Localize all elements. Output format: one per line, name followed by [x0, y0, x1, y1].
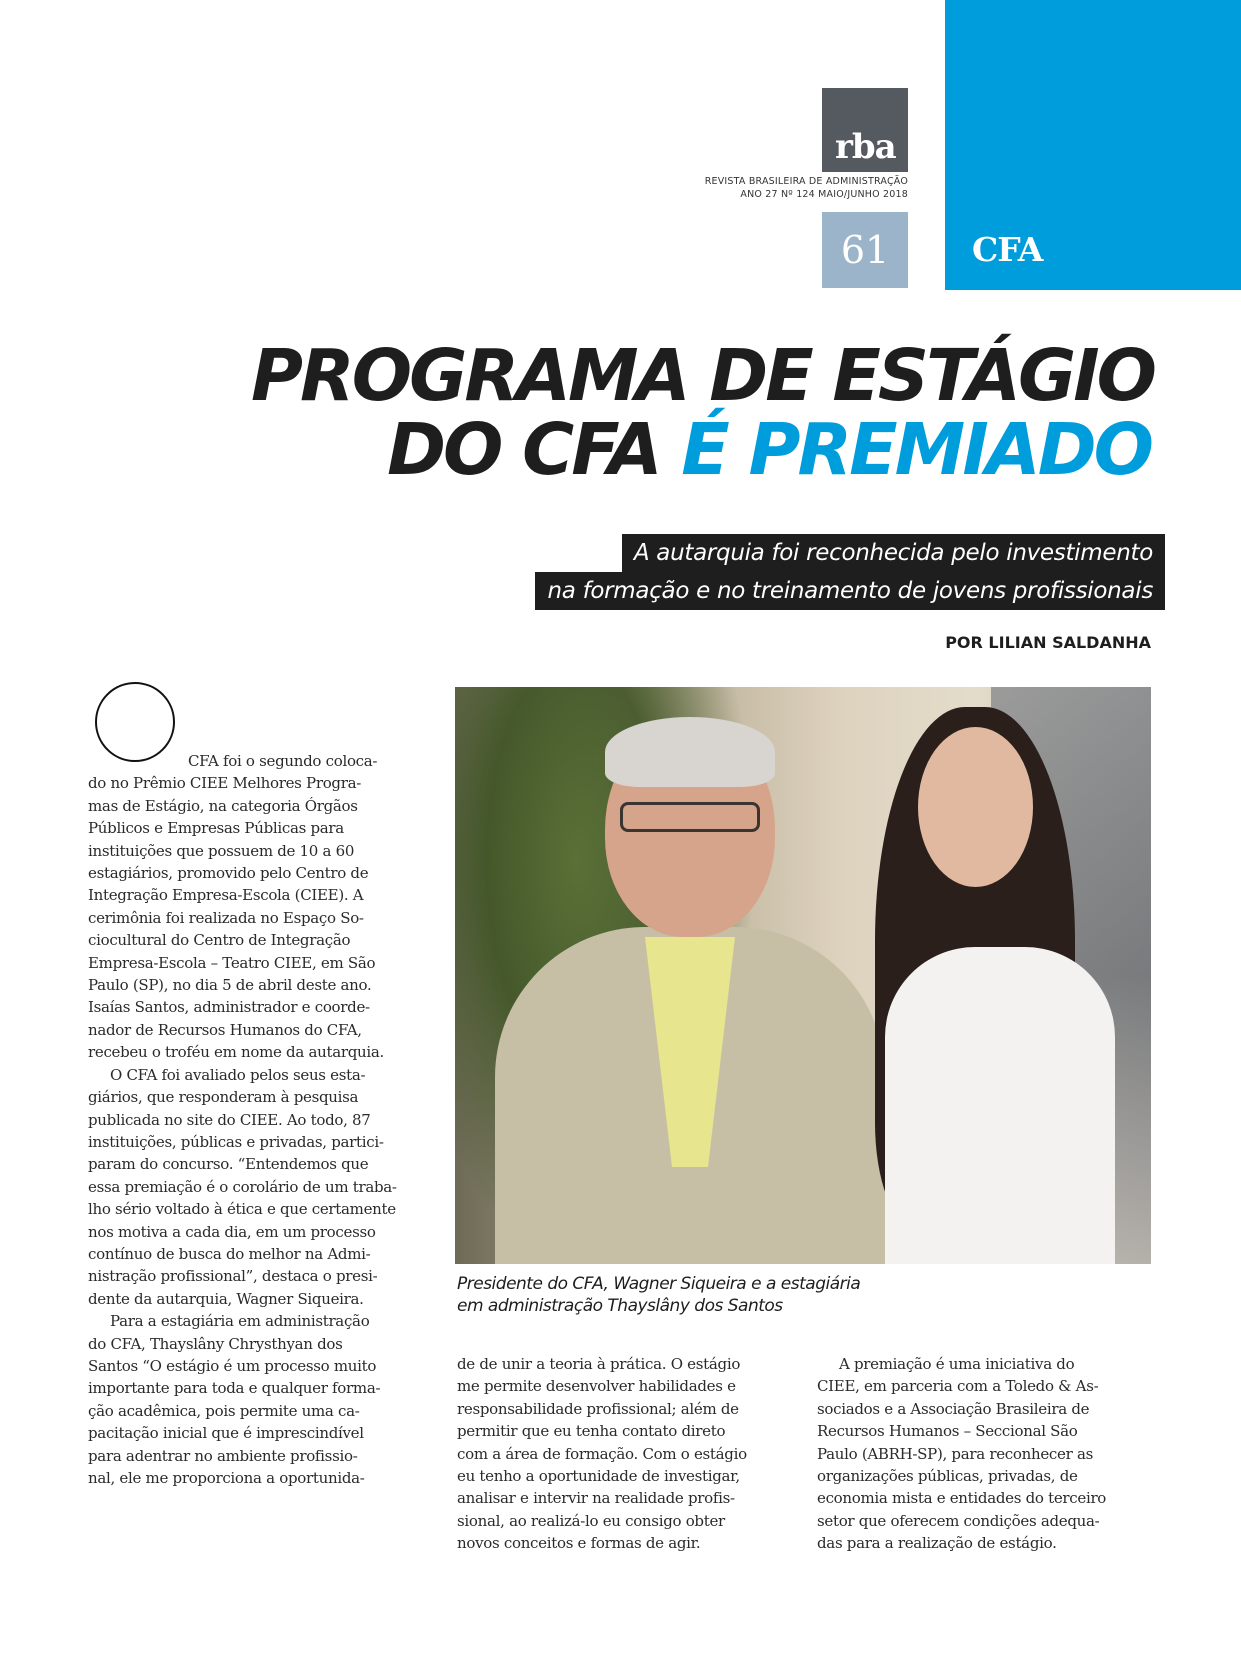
text-line: dente da autarquia, Wagner Siqueira. — [88, 1289, 364, 1308]
text-line: pacitação inicial que é imprescindível — [88, 1424, 364, 1443]
headline-dark-part: DO CFA — [387, 408, 682, 491]
headline-line-1: PROGRAMA DE ESTÁGIO — [251, 334, 1154, 417]
article-column-1 — [88, 750, 418, 1489]
page-number: 61 — [822, 212, 908, 288]
text-line: recebeu o troféu em nome da autarquia. — [88, 1043, 384, 1062]
text-line: CIEE, em parceria com a Toledo & As- — [817, 1377, 1099, 1396]
deck-line-1: A autarquia foi reconhecida pelo investimento — [622, 534, 1165, 572]
photo-caption-line-1: Presidente do CFA, Wagner Siqueira e a estagiária — [457, 1274, 861, 1294]
text-line: CFA foi o segundo coloca- — [188, 752, 378, 770]
text-line: Recursos Humanos – Seccional São — [817, 1422, 1078, 1441]
text-line: cerimônia foi realizada no Espaço So- — [88, 908, 364, 927]
text-line: essa premiação é o corolário de um traba- — [88, 1177, 397, 1196]
text-line: sociados e a Associação Brasileira de — [817, 1399, 1090, 1418]
text-line: responsabilidade profissional; além de — [457, 1399, 739, 1418]
photo-woman-dress — [885, 947, 1115, 1264]
photo-glasses — [620, 802, 760, 832]
text-line: Paulo (SP), no dia 5 de abril deste ano. — [88, 976, 372, 995]
photo-woman-face — [918, 727, 1033, 887]
text-line: Integração Empresa-Escola (CIEE). A — [88, 886, 364, 905]
text-line: estagiários, promovido pelo Centro de — [88, 864, 369, 883]
text-line: sional, ao realizá-lo eu consigo obter — [457, 1511, 725, 1530]
text-line: instituições, públicas e privadas, partici- — [88, 1132, 384, 1151]
byline: POR LILIAN SALDANHA — [945, 633, 1151, 652]
article-column-3 — [817, 1353, 1147, 1555]
section-label: CFA — [972, 230, 1043, 269]
article-photo — [455, 687, 1151, 1264]
text-line: ciocultural do Centro de Integração — [88, 931, 351, 950]
text-line: giários, que responderam à pesquisa — [88, 1088, 359, 1107]
text-line: nos motiva a cada dia, em um processo — [88, 1222, 376, 1241]
text-line: nal, ele me proporciona a oportunida- — [88, 1469, 365, 1487]
text-line: lho sério voltado à ética e que certamente — [88, 1200, 396, 1219]
text-line: Empresa-Escola – Teatro CIEE, em São — [88, 953, 376, 972]
text-line: importante para toda e qualquer forma- — [88, 1379, 381, 1398]
text-line: me permite desenvolver habilidades e — [457, 1377, 736, 1396]
article-column-2 — [457, 1353, 787, 1555]
photo-caption-line-2: em administração Thayslâny dos Santos — [457, 1296, 783, 1316]
text-line: nador de Recursos Humanos do CFA, — [88, 1020, 362, 1039]
text-line: analisar e intervir na realidade profis- — [457, 1489, 735, 1508]
magazine-logo: rba — [822, 88, 908, 172]
text-line: Paulo (ABRH-SP), para reconhecer as — [817, 1444, 1093, 1463]
text-line: param do concurso. “Entendemos que — [88, 1155, 369, 1174]
text-line: eu tenho a oportunidade de investigar, — [457, 1467, 740, 1486]
photo-caption — [457, 1273, 977, 1317]
text-line: mas de Estágio, na categoria Órgãos — [88, 796, 358, 815]
text-line: do CFA, Thayslâny Chrysthyan dos — [88, 1334, 343, 1353]
text-line: setor que oferecem condições adequa- — [817, 1511, 1100, 1530]
text-line: publicada no site do CIEE. Ao todo, 87 — [88, 1110, 371, 1129]
text-line: de de unir a teoria à prática. O estágio — [457, 1355, 741, 1373]
text-line: novos conceitos e formas de agir. — [457, 1534, 701, 1553]
text-line: do no Prêmio CIEE Melhores Progra- — [88, 774, 362, 793]
text-line: contínuo de busca do melhor na Admi- — [88, 1244, 371, 1263]
text-line: das para a realização de estágio. — [817, 1534, 1057, 1553]
text-line: com a área de formação. Com o estágio — [457, 1444, 747, 1463]
text-line: permitir que eu tenha contato direto — [457, 1422, 726, 1441]
text-line: O CFA foi avaliado pelos seus esta- — [110, 1065, 366, 1084]
text-line: organizações públicas, privadas, de — [817, 1467, 1078, 1486]
text-line: Isaías Santos, administrador e coorde- — [88, 998, 370, 1017]
text-line: instituições que possuem de 10 a 60 — [88, 841, 355, 860]
headline-accent-part: É PREMIADO — [681, 408, 1151, 491]
text-line: A premiação é uma iniciativa do — [839, 1355, 1075, 1373]
photo-man-hair — [605, 717, 775, 787]
deck-line-2: na formação e no treinamento de jovens profissionais — [535, 572, 1165, 610]
text-line: para adentrar no ambiente profissio- — [88, 1446, 358, 1465]
text-line: Públicos e Empresas Públicas para — [88, 819, 344, 838]
text-line: ção acadêmica, pois permite uma ca- — [88, 1401, 360, 1420]
issue-info: ANO 27 Nº 124 MAIO/JUNHO 2018 — [740, 189, 908, 200]
magazine-name: REVISTA BRASILEIRA DE ADMINISTRAÇÃO — [704, 176, 908, 187]
text-line: Santos “O estágio é um processo muito — [88, 1356, 377, 1375]
headline-line-2 — [251, 408, 1151, 491]
text-line: economia mista e entidades do terceiro — [817, 1489, 1107, 1508]
text-line: Para a estagiária em administração — [110, 1312, 370, 1331]
text-line: nistração profissional”, destaca o presi- — [88, 1267, 378, 1286]
